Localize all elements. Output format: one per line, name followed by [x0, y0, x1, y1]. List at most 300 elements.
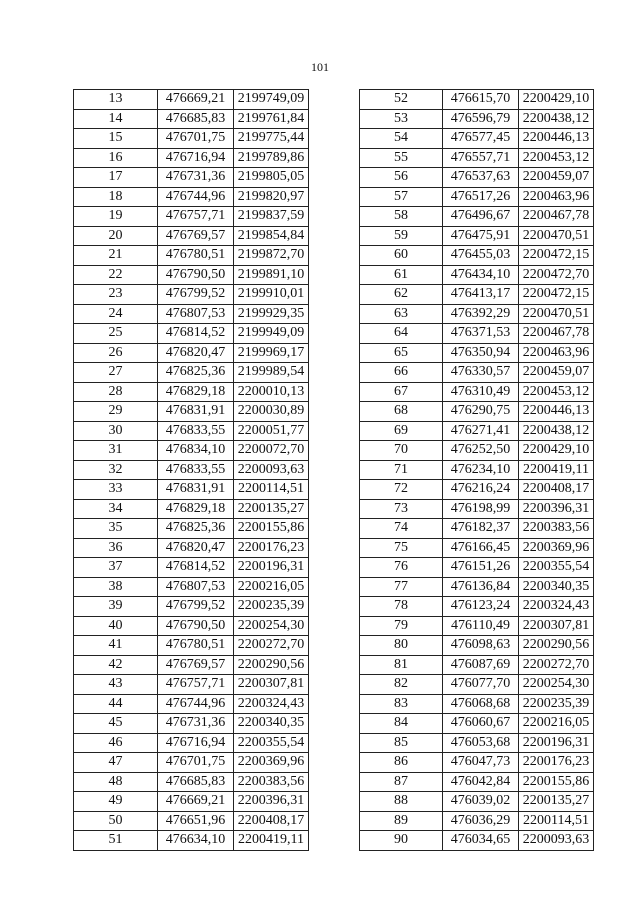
point-number-cell: 27	[74, 363, 158, 383]
x-coordinate-cell: 476310,49	[443, 382, 519, 402]
table-row	[74, 616, 309, 636]
y-coordinate-cell: 2200438,12	[519, 109, 594, 129]
point-number-cell: 15	[74, 129, 158, 149]
table-row	[74, 499, 309, 519]
y-coordinate-cell: 2200383,56	[234, 772, 309, 792]
point-number-cell: 61	[360, 265, 443, 285]
point-number-cell: 66	[360, 363, 443, 383]
y-coordinate-cell: 2200093,63	[234, 460, 309, 480]
x-coordinate-cell: 476831,91	[158, 480, 234, 500]
point-number-cell: 45	[74, 714, 158, 734]
table-row	[360, 772, 594, 792]
point-number-cell: 51	[74, 831, 158, 851]
table-row	[74, 265, 309, 285]
y-coordinate-cell: 2200470,51	[519, 226, 594, 246]
x-coordinate-cell: 476799,52	[158, 597, 234, 617]
x-coordinate-cell: 476053,68	[443, 733, 519, 753]
table-row	[74, 480, 309, 500]
table-row	[360, 480, 594, 500]
y-coordinate-cell: 2199854,84	[234, 226, 309, 246]
point-number-cell: 22	[74, 265, 158, 285]
x-coordinate-cell: 476790,50	[158, 265, 234, 285]
x-coordinate-cell: 476136,84	[443, 577, 519, 597]
point-number-cell: 20	[74, 226, 158, 246]
point-number-cell: 46	[74, 733, 158, 753]
x-coordinate-cell: 476290,75	[443, 402, 519, 422]
y-coordinate-cell: 2199989,54	[234, 363, 309, 383]
table-row	[360, 343, 594, 363]
y-coordinate-cell: 2200072,70	[234, 441, 309, 461]
x-coordinate-cell: 476669,21	[158, 90, 234, 110]
x-coordinate-cell: 476087,69	[443, 655, 519, 675]
point-number-cell: 36	[74, 538, 158, 558]
coordinates-table-right	[359, 89, 594, 851]
x-coordinate-cell: 476047,73	[443, 753, 519, 773]
table-row	[74, 187, 309, 207]
x-coordinate-cell: 476744,96	[158, 187, 234, 207]
table-row	[360, 714, 594, 734]
point-number-cell: 23	[74, 285, 158, 305]
table-row	[74, 733, 309, 753]
point-number-cell: 28	[74, 382, 158, 402]
y-coordinate-cell: 2200290,56	[234, 655, 309, 675]
point-number-cell: 74	[360, 519, 443, 539]
coordinates-table-right-body	[360, 90, 594, 851]
point-number-cell: 83	[360, 694, 443, 714]
y-coordinate-cell: 2200196,31	[519, 733, 594, 753]
point-number-cell: 47	[74, 753, 158, 773]
y-coordinate-cell: 2200135,27	[234, 499, 309, 519]
point-number-cell: 41	[74, 636, 158, 656]
table-row	[74, 382, 309, 402]
table-row	[360, 382, 594, 402]
y-coordinate-cell: 2199891,10	[234, 265, 309, 285]
point-number-cell: 37	[74, 558, 158, 578]
point-number-cell: 64	[360, 324, 443, 344]
y-coordinate-cell: 2200396,31	[234, 792, 309, 812]
x-coordinate-cell: 476036,29	[443, 811, 519, 831]
x-coordinate-cell: 476731,36	[158, 714, 234, 734]
point-number-cell: 26	[74, 343, 158, 363]
y-coordinate-cell: 2199749,09	[234, 90, 309, 110]
y-coordinate-cell: 2200446,13	[519, 129, 594, 149]
table-row	[360, 246, 594, 266]
table-row	[74, 675, 309, 695]
y-coordinate-cell: 2200324,43	[519, 597, 594, 617]
x-coordinate-cell: 476757,71	[158, 675, 234, 695]
point-number-cell: 75	[360, 538, 443, 558]
point-number-cell: 50	[74, 811, 158, 831]
y-coordinate-cell: 2200216,05	[234, 577, 309, 597]
x-coordinate-cell: 476198,99	[443, 499, 519, 519]
table-row	[360, 90, 594, 110]
x-coordinate-cell: 476669,21	[158, 792, 234, 812]
x-coordinate-cell: 476685,83	[158, 109, 234, 129]
point-number-cell: 79	[360, 616, 443, 636]
y-coordinate-cell: 2200135,27	[519, 792, 594, 812]
y-coordinate-cell: 2200470,51	[519, 304, 594, 324]
table-row	[360, 265, 594, 285]
x-coordinate-cell: 476068,68	[443, 694, 519, 714]
y-coordinate-cell: 2199789,86	[234, 148, 309, 168]
x-coordinate-cell: 476744,96	[158, 694, 234, 714]
table-row	[74, 597, 309, 617]
point-number-cell: 89	[360, 811, 443, 831]
y-coordinate-cell: 2200383,56	[519, 519, 594, 539]
point-number-cell: 19	[74, 207, 158, 227]
y-coordinate-cell: 2200463,96	[519, 187, 594, 207]
table-row	[74, 577, 309, 597]
point-number-cell: 29	[74, 402, 158, 422]
table-row	[360, 402, 594, 422]
y-coordinate-cell: 2199872,70	[234, 246, 309, 266]
point-number-cell: 69	[360, 421, 443, 441]
table-row	[74, 109, 309, 129]
point-number-cell: 68	[360, 402, 443, 422]
x-coordinate-cell: 476716,94	[158, 148, 234, 168]
y-coordinate-cell: 2200438,12	[519, 421, 594, 441]
x-coordinate-cell: 476831,91	[158, 402, 234, 422]
point-number-cell: 85	[360, 733, 443, 753]
point-number-cell: 71	[360, 460, 443, 480]
x-coordinate-cell: 476557,71	[443, 148, 519, 168]
table-row	[74, 753, 309, 773]
x-coordinate-cell: 476034,65	[443, 831, 519, 851]
y-coordinate-cell: 2200114,51	[519, 811, 594, 831]
table-row	[74, 363, 309, 383]
point-number-cell: 38	[74, 577, 158, 597]
table-row	[74, 207, 309, 227]
y-coordinate-cell: 2199969,17	[234, 343, 309, 363]
x-coordinate-cell: 476780,51	[158, 246, 234, 266]
table-row	[360, 831, 594, 851]
y-coordinate-cell: 2200429,10	[519, 90, 594, 110]
y-coordinate-cell: 2199820,97	[234, 187, 309, 207]
x-coordinate-cell: 476077,70	[443, 675, 519, 695]
y-coordinate-cell: 2199775,44	[234, 129, 309, 149]
x-coordinate-cell: 476814,52	[158, 558, 234, 578]
point-number-cell: 72	[360, 480, 443, 500]
point-number-cell: 14	[74, 109, 158, 129]
table-row	[360, 129, 594, 149]
table-row	[360, 285, 594, 305]
y-coordinate-cell: 2200459,07	[519, 363, 594, 383]
x-coordinate-cell: 476820,47	[158, 343, 234, 363]
point-number-cell: 48	[74, 772, 158, 792]
point-number-cell: 16	[74, 148, 158, 168]
x-coordinate-cell: 476829,18	[158, 382, 234, 402]
point-number-cell: 67	[360, 382, 443, 402]
y-coordinate-cell: 2200235,39	[234, 597, 309, 617]
y-coordinate-cell: 2200254,30	[234, 616, 309, 636]
table-row	[360, 109, 594, 129]
x-coordinate-cell: 476123,24	[443, 597, 519, 617]
x-coordinate-cell: 476234,10	[443, 460, 519, 480]
point-number-cell: 82	[360, 675, 443, 695]
y-coordinate-cell: 2199805,05	[234, 168, 309, 188]
y-coordinate-cell: 2200196,31	[234, 558, 309, 578]
table-row	[74, 148, 309, 168]
x-coordinate-cell: 476685,83	[158, 772, 234, 792]
x-coordinate-cell: 476455,03	[443, 246, 519, 266]
point-number-cell: 62	[360, 285, 443, 305]
point-number-cell: 55	[360, 148, 443, 168]
table-row	[360, 792, 594, 812]
x-coordinate-cell: 476166,45	[443, 538, 519, 558]
y-coordinate-cell: 2200155,86	[234, 519, 309, 539]
y-coordinate-cell: 2200429,10	[519, 441, 594, 461]
x-coordinate-cell: 476615,70	[443, 90, 519, 110]
table-row	[360, 694, 594, 714]
y-coordinate-cell: 2200114,51	[234, 480, 309, 500]
table-row	[74, 402, 309, 422]
y-coordinate-cell: 2200463,96	[519, 343, 594, 363]
point-number-cell: 30	[74, 421, 158, 441]
coordinates-table-left	[73, 89, 309, 851]
table-row	[360, 675, 594, 695]
x-coordinate-cell: 476475,91	[443, 226, 519, 246]
x-coordinate-cell: 476098,63	[443, 636, 519, 656]
table-row	[360, 616, 594, 636]
y-coordinate-cell: 2200472,15	[519, 285, 594, 305]
x-coordinate-cell: 476833,55	[158, 421, 234, 441]
table-row	[74, 226, 309, 246]
y-coordinate-cell: 2200307,81	[519, 616, 594, 636]
y-coordinate-cell: 2200419,11	[234, 831, 309, 851]
point-number-cell: 42	[74, 655, 158, 675]
y-coordinate-cell: 2200467,78	[519, 207, 594, 227]
x-coordinate-cell: 476651,96	[158, 811, 234, 831]
point-number-cell: 70	[360, 441, 443, 461]
table-row	[74, 304, 309, 324]
table-row	[360, 304, 594, 324]
x-coordinate-cell: 476392,29	[443, 304, 519, 324]
table-row	[360, 811, 594, 831]
y-coordinate-cell: 2200453,12	[519, 382, 594, 402]
table-row	[74, 714, 309, 734]
x-coordinate-cell: 476825,36	[158, 519, 234, 539]
point-number-cell: 40	[74, 616, 158, 636]
table-row	[74, 538, 309, 558]
x-coordinate-cell: 476371,53	[443, 324, 519, 344]
table-row	[360, 324, 594, 344]
x-coordinate-cell: 476825,36	[158, 363, 234, 383]
y-coordinate-cell: 2200155,86	[519, 772, 594, 792]
x-coordinate-cell: 476110,49	[443, 616, 519, 636]
point-number-cell: 65	[360, 343, 443, 363]
table-row	[360, 441, 594, 461]
y-coordinate-cell: 2200472,70	[519, 265, 594, 285]
x-coordinate-cell: 476252,50	[443, 441, 519, 461]
y-coordinate-cell: 2200459,07	[519, 168, 594, 188]
point-number-cell: 35	[74, 519, 158, 539]
x-coordinate-cell: 476271,41	[443, 421, 519, 441]
y-coordinate-cell: 2200216,05	[519, 714, 594, 734]
table-row	[360, 753, 594, 773]
table-row	[74, 519, 309, 539]
point-number-cell: 31	[74, 441, 158, 461]
x-coordinate-cell: 476151,26	[443, 558, 519, 578]
point-number-cell: 52	[360, 90, 443, 110]
x-coordinate-cell: 476434,10	[443, 265, 519, 285]
point-number-cell: 60	[360, 246, 443, 266]
point-number-cell: 25	[74, 324, 158, 344]
x-coordinate-cell: 476814,52	[158, 324, 234, 344]
table-row	[74, 655, 309, 675]
point-number-cell: 58	[360, 207, 443, 227]
y-coordinate-cell: 2200030,89	[234, 402, 309, 422]
table-row	[74, 343, 309, 363]
x-coordinate-cell: 476701,75	[158, 129, 234, 149]
x-coordinate-cell: 476701,75	[158, 753, 234, 773]
y-coordinate-cell: 2200340,35	[519, 577, 594, 597]
y-coordinate-cell: 2200408,17	[519, 480, 594, 500]
table-row	[74, 558, 309, 578]
table-row	[360, 577, 594, 597]
table-row	[74, 421, 309, 441]
x-coordinate-cell: 476757,71	[158, 207, 234, 227]
table-row	[74, 246, 309, 266]
y-coordinate-cell: 2199761,84	[234, 109, 309, 129]
y-coordinate-cell: 2200467,78	[519, 324, 594, 344]
table-row	[74, 772, 309, 792]
x-coordinate-cell: 476716,94	[158, 733, 234, 753]
table-row	[74, 792, 309, 812]
y-coordinate-cell: 2200355,54	[519, 558, 594, 578]
y-coordinate-cell: 2200340,35	[234, 714, 309, 734]
x-coordinate-cell: 476039,02	[443, 792, 519, 812]
x-coordinate-cell: 476537,63	[443, 168, 519, 188]
x-coordinate-cell: 476807,53	[158, 577, 234, 597]
y-coordinate-cell: 2199949,09	[234, 324, 309, 344]
point-number-cell: 33	[74, 480, 158, 500]
point-number-cell: 90	[360, 831, 443, 851]
y-coordinate-cell: 2200472,15	[519, 246, 594, 266]
y-coordinate-cell: 2200453,12	[519, 148, 594, 168]
point-number-cell: 63	[360, 304, 443, 324]
point-number-cell: 86	[360, 753, 443, 773]
y-coordinate-cell: 2199910,01	[234, 285, 309, 305]
table-row	[74, 324, 309, 344]
y-coordinate-cell: 2200307,81	[234, 675, 309, 695]
x-coordinate-cell: 476577,45	[443, 129, 519, 149]
y-coordinate-cell: 2200419,11	[519, 460, 594, 480]
y-coordinate-cell: 2200290,56	[519, 636, 594, 656]
y-coordinate-cell: 2200369,96	[234, 753, 309, 773]
x-coordinate-cell: 476517,26	[443, 187, 519, 207]
point-number-cell: 13	[74, 90, 158, 110]
table-row	[74, 460, 309, 480]
table-row	[360, 636, 594, 656]
y-coordinate-cell: 2200355,54	[234, 733, 309, 753]
y-coordinate-cell: 2200396,31	[519, 499, 594, 519]
x-coordinate-cell: 476790,50	[158, 616, 234, 636]
table-row	[360, 460, 594, 480]
table-row	[74, 694, 309, 714]
table-row	[360, 733, 594, 753]
point-number-cell: 17	[74, 168, 158, 188]
point-number-cell: 78	[360, 597, 443, 617]
table-row	[74, 441, 309, 461]
x-coordinate-cell: 476330,57	[443, 363, 519, 383]
point-number-cell: 24	[74, 304, 158, 324]
y-coordinate-cell: 2199929,35	[234, 304, 309, 324]
table-row	[360, 207, 594, 227]
x-coordinate-cell: 476769,57	[158, 655, 234, 675]
coordinates-table-left-body	[74, 90, 309, 851]
x-coordinate-cell: 476350,94	[443, 343, 519, 363]
point-number-cell: 80	[360, 636, 443, 656]
x-coordinate-cell: 476829,18	[158, 499, 234, 519]
y-coordinate-cell: 2200093,63	[519, 831, 594, 851]
x-coordinate-cell: 476060,67	[443, 714, 519, 734]
x-coordinate-cell: 476634,10	[158, 831, 234, 851]
x-coordinate-cell: 476833,55	[158, 460, 234, 480]
point-number-cell: 87	[360, 772, 443, 792]
table-row	[74, 129, 309, 149]
point-number-cell: 59	[360, 226, 443, 246]
point-number-cell: 76	[360, 558, 443, 578]
x-coordinate-cell: 476216,24	[443, 480, 519, 500]
table-row	[360, 421, 594, 441]
point-number-cell: 73	[360, 499, 443, 519]
y-coordinate-cell: 2200254,30	[519, 675, 594, 695]
point-number-cell: 53	[360, 109, 443, 129]
table-row	[360, 363, 594, 383]
y-coordinate-cell: 2200408,17	[234, 811, 309, 831]
table-row	[360, 558, 594, 578]
y-coordinate-cell: 2200324,43	[234, 694, 309, 714]
x-coordinate-cell: 476182,37	[443, 519, 519, 539]
x-coordinate-cell: 476799,52	[158, 285, 234, 305]
x-coordinate-cell: 476042,84	[443, 772, 519, 792]
table-row	[360, 538, 594, 558]
table-row	[360, 499, 594, 519]
y-coordinate-cell: 2200446,13	[519, 402, 594, 422]
x-coordinate-cell: 476820,47	[158, 538, 234, 558]
point-number-cell: 57	[360, 187, 443, 207]
point-number-cell: 77	[360, 577, 443, 597]
x-coordinate-cell: 476496,67	[443, 207, 519, 227]
x-coordinate-cell: 476413,17	[443, 285, 519, 305]
x-coordinate-cell: 476834,10	[158, 441, 234, 461]
table-row	[74, 636, 309, 656]
page-number: 101	[311, 60, 329, 74]
x-coordinate-cell: 476769,57	[158, 226, 234, 246]
y-coordinate-cell: 2200176,23	[519, 753, 594, 773]
y-coordinate-cell: 2200272,70	[519, 655, 594, 675]
table-row	[360, 148, 594, 168]
table-row	[360, 187, 594, 207]
y-coordinate-cell: 2200369,96	[519, 538, 594, 558]
y-coordinate-cell: 2200010,13	[234, 382, 309, 402]
y-coordinate-cell: 2200272,70	[234, 636, 309, 656]
point-number-cell: 84	[360, 714, 443, 734]
y-coordinate-cell: 2200176,23	[234, 538, 309, 558]
y-coordinate-cell: 2200051,77	[234, 421, 309, 441]
table-row	[360, 655, 594, 675]
point-number-cell: 81	[360, 655, 443, 675]
x-coordinate-cell: 476780,51	[158, 636, 234, 656]
table-row	[74, 831, 309, 851]
point-number-cell: 39	[74, 597, 158, 617]
point-number-cell: 18	[74, 187, 158, 207]
point-number-cell: 54	[360, 129, 443, 149]
point-number-cell: 32	[74, 460, 158, 480]
table-row	[360, 597, 594, 617]
y-coordinate-cell: 2199837,59	[234, 207, 309, 227]
table-row	[74, 90, 309, 110]
